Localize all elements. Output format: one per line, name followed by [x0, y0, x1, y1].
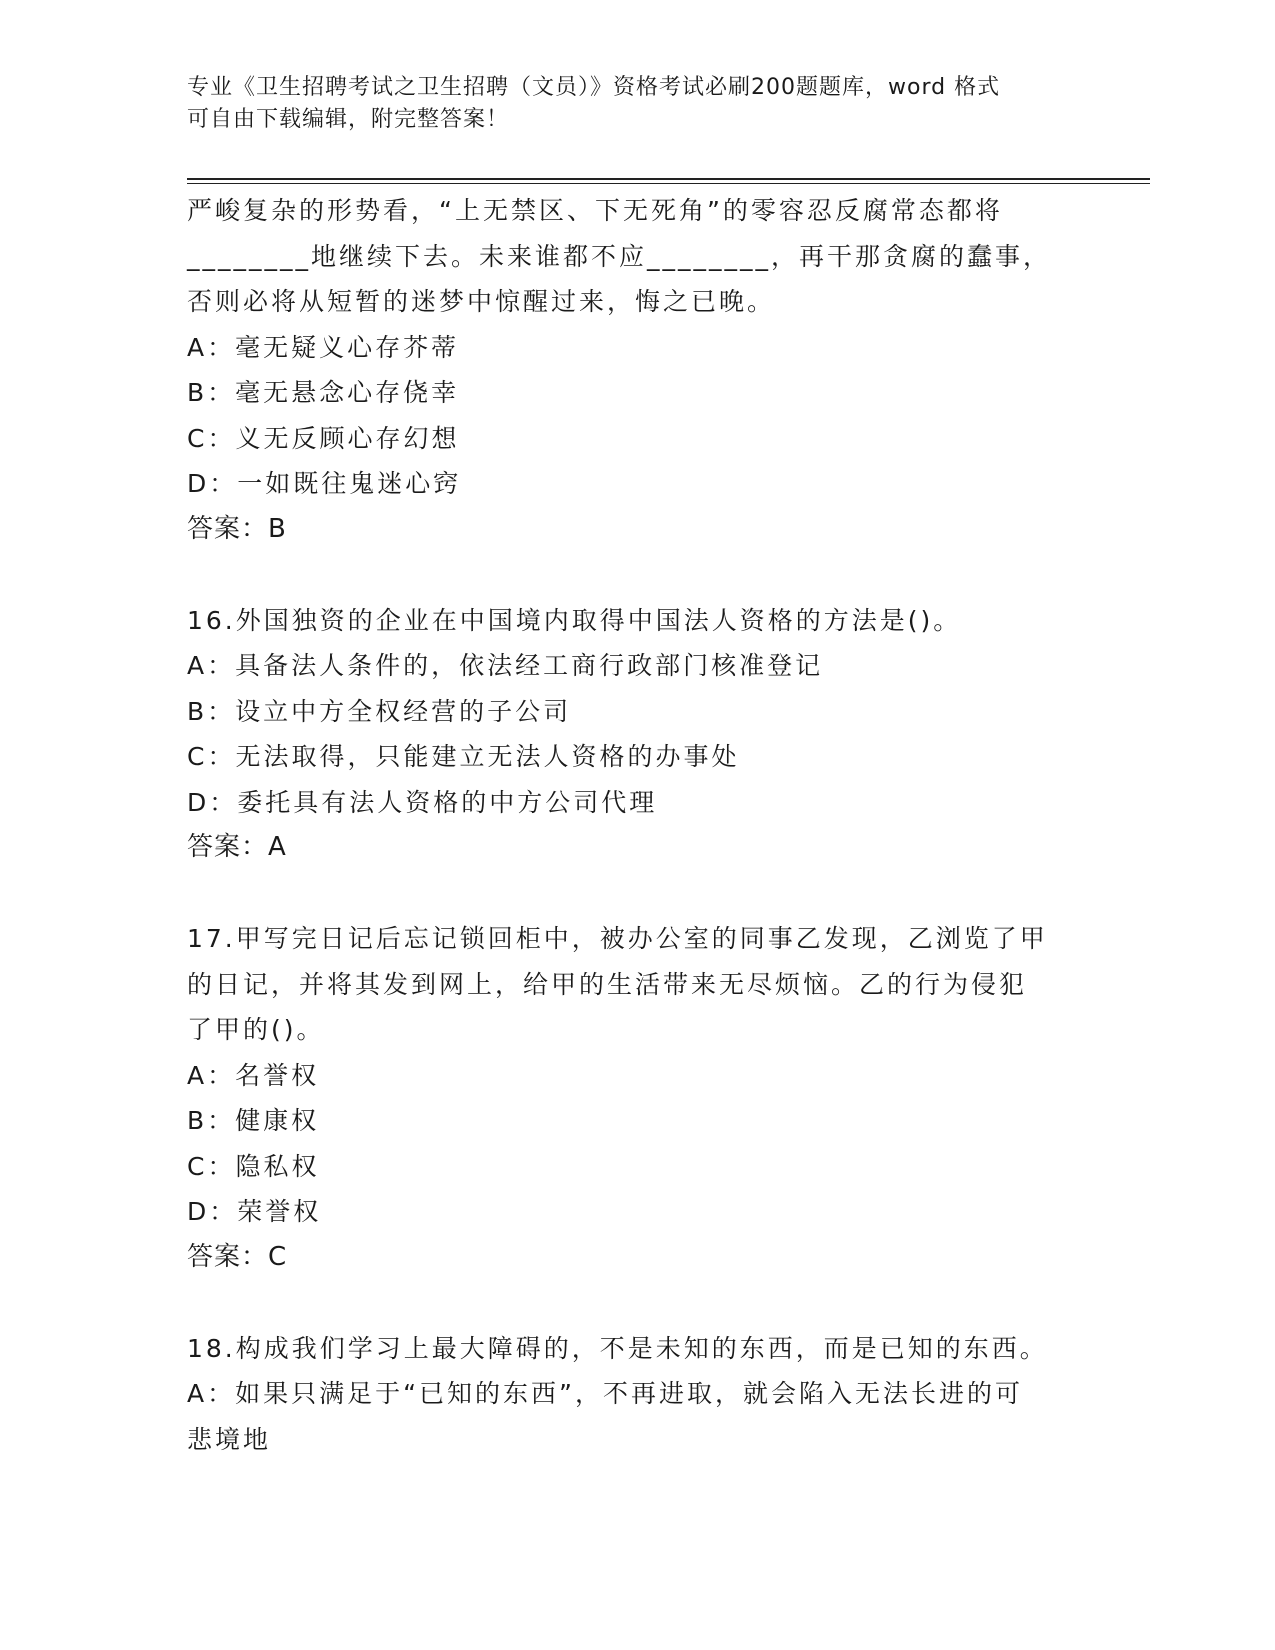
question-list — [187, 188, 1087, 1462]
document-header — [187, 72, 1087, 136]
option-b: B：毫无悬念心存侥幸 — [187, 378, 460, 407]
answer-line: 答案：B — [187, 513, 287, 544]
header-line-1: 专业《卫生招聘考试之卫生招聘（文员）》资格考试必刷200题题库，word 格式 — [187, 75, 1001, 100]
question-text-line: 18.构成我们学习上最大障碍的，不是未知的东西，而是已知的东西。 — [187, 1333, 1048, 1363]
question-18 — [187, 1326, 1087, 1463]
option-a: A：具备法人条件的，依法经工商行政部门核准登记 — [187, 651, 824, 680]
question-15 — [187, 188, 1087, 552]
option-a-continued: 悲境地 — [187, 1424, 272, 1454]
option-a: A：毫无疑义心存芥蒂 — [187, 332, 460, 362]
option-d: D：一如既往鬼迷心窍 — [187, 469, 462, 498]
question-text-line: 16.外国独资的企业在中国境内取得中国法人资格的方法是()。 — [187, 605, 962, 635]
question-text-line: 的日记，并将其发到网上，给甲的生活带来无尽烦恼。乙的行为侵犯 — [187, 969, 1028, 999]
question-text-line: 否则必将从短暂的迷梦中惊醒过来，悔之已晚。 — [187, 287, 776, 316]
option-b: B：健康权 — [187, 1106, 320, 1135]
question-text-line: 严峻复杂的形势看，“上无禁区、下无死角”的零容忍反腐常态都将 — [187, 196, 1003, 225]
question-text-line: ________地继续下去。未来谁都不应________，再干那贪腐的蠢事， — [187, 241, 1052, 271]
header-divider-thin — [187, 183, 1150, 184]
option-d: D：荣誉权 — [187, 1197, 322, 1226]
option-d: D：委托具有法人资格的中方公司代理 — [187, 787, 658, 817]
answer-line: 答案：A — [187, 832, 287, 862]
option-c: C：义无反顾心存幻想 — [187, 423, 460, 453]
header-divider-thick — [187, 178, 1150, 180]
question-16 — [187, 598, 1087, 871]
option-c: C：隐私权 — [187, 1151, 320, 1181]
option-c: C：无法取得，只能建立无法人资格的办事处 — [187, 742, 740, 771]
option-a: A：名誉权 — [187, 1060, 320, 1090]
option-b: B：设立中方全权经营的子公司 — [187, 696, 572, 726]
question-spacer — [187, 1280, 1087, 1326]
header-line-2: 可自由下载编辑，附完整答案！ — [187, 107, 510, 132]
question-17 — [187, 916, 1087, 1280]
option-a: A：如果只满足于“已知的东西”，不再进取，就会陷入无法长进的可 — [187, 1379, 1024, 1408]
question-spacer — [187, 552, 1087, 598]
question-text-line: 了甲的()。 — [187, 1015, 325, 1044]
answer-line: 答案：C — [187, 1241, 288, 1272]
question-text-line: 17.甲写完日记后忘记锁回柜中，被办公室的同事乙发现，乙浏览了甲 — [187, 924, 1048, 953]
question-spacer — [187, 871, 1087, 917]
